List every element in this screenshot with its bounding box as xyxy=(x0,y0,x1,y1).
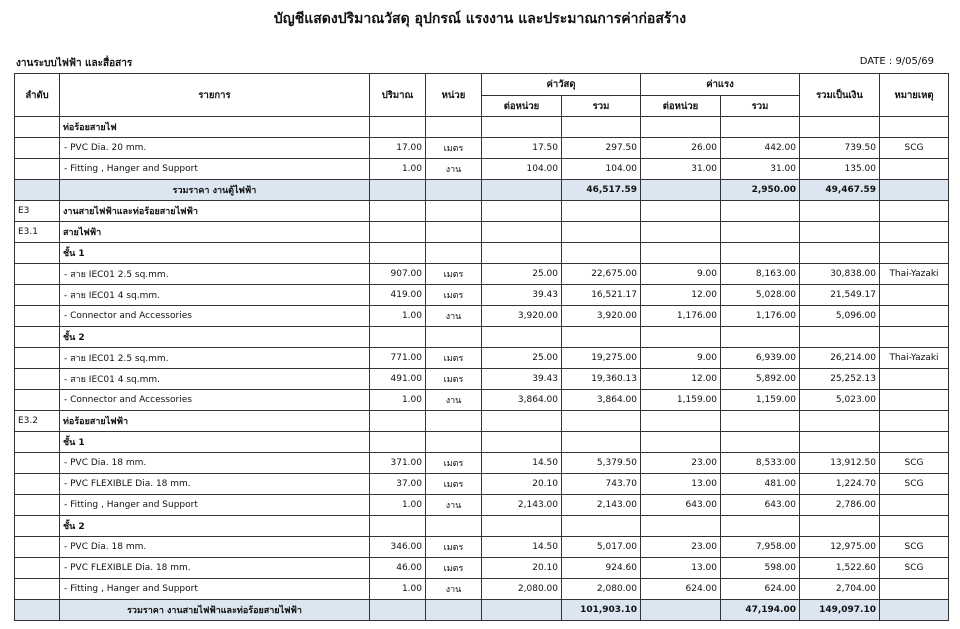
table-row xyxy=(15,348,949,369)
cell-remark xyxy=(880,285,949,306)
cell-labor-total: 8,533.00 xyxy=(721,453,800,474)
cell-description: - PVC Dia. 18 mm. xyxy=(60,537,370,558)
cell-labor-per-unit: 1,159.00 xyxy=(641,390,721,411)
cell-description: ชั้น 1 xyxy=(60,243,370,264)
cell-code xyxy=(15,537,60,558)
cell-remark xyxy=(880,306,949,327)
table-row xyxy=(15,117,949,138)
cell-material-per-unit: 104.00 xyxy=(482,159,562,180)
cell-remark: SCG xyxy=(880,537,949,558)
table-row xyxy=(15,516,949,537)
cell-remark: SCG xyxy=(880,138,949,159)
cell-grand-total: 2,786.00 xyxy=(800,495,880,516)
cell-labor-total: 598.00 xyxy=(721,558,800,579)
cell-unit: เมตร xyxy=(426,285,482,306)
cell-unit: งาน xyxy=(426,495,482,516)
cell-labor-per-unit: 23.00 xyxy=(641,537,721,558)
cell-quantity: 1.00 xyxy=(370,306,426,327)
cell-material-per-unit xyxy=(482,117,562,138)
section-subtitle: งานระบบไฟฟ้า และสื่อสาร xyxy=(16,58,133,69)
cell-labor-total: 442.00 xyxy=(721,138,800,159)
cell-quantity xyxy=(370,432,426,453)
cell-quantity xyxy=(370,243,426,264)
cell-labor-per-unit xyxy=(641,180,721,201)
cell-unit xyxy=(426,600,482,621)
cell-remark xyxy=(880,411,949,432)
table-row xyxy=(15,243,949,264)
cell-unit xyxy=(426,243,482,264)
header-material: ค่าวัสดุ xyxy=(482,74,641,96)
cell-material-per-unit: 3,864.00 xyxy=(482,390,562,411)
table-row xyxy=(15,138,949,159)
cell-labor-total xyxy=(721,432,800,453)
header-grand-total: รวมเป็นเงิน xyxy=(800,74,880,117)
cell-grand-total: 5,023.00 xyxy=(800,390,880,411)
cell-labor-per-unit: 13.00 xyxy=(641,474,721,495)
cell-quantity: 346.00 xyxy=(370,537,426,558)
cell-material-per-unit xyxy=(482,243,562,264)
cell-quantity: 1.00 xyxy=(370,495,426,516)
cell-unit: งาน xyxy=(426,579,482,600)
cell-material-per-unit xyxy=(482,600,562,621)
cell-unit xyxy=(426,432,482,453)
cell-labor-total: 7,958.00 xyxy=(721,537,800,558)
cell-labor-per-unit xyxy=(641,243,721,264)
cell-labor-per-unit: 26.00 xyxy=(641,138,721,159)
cell-quantity xyxy=(370,117,426,138)
cell-code xyxy=(15,348,60,369)
cell-remark xyxy=(880,369,949,390)
header-no: ลำดับ xyxy=(15,74,60,117)
cell-material-per-unit: 2,080.00 xyxy=(482,579,562,600)
cell-labor-total xyxy=(721,327,800,348)
cell-material-per-unit xyxy=(482,516,562,537)
cell-material-total xyxy=(562,432,641,453)
cell-material-total: 22,675.00 xyxy=(562,264,641,285)
cell-description: - สาย IEC01 2.5 sq.mm. xyxy=(60,264,370,285)
cell-description: สายไฟฟ้า xyxy=(60,222,370,243)
cell-code xyxy=(15,264,60,285)
cell-grand-total: 5,096.00 xyxy=(800,306,880,327)
cell-quantity: 46.00 xyxy=(370,558,426,579)
cell-remark xyxy=(880,243,949,264)
cell-unit: เมตร xyxy=(426,453,482,474)
cell-quantity xyxy=(370,411,426,432)
cell-description: - สาย IEC01 4 sq.mm. xyxy=(60,369,370,390)
cell-labor-total: 8,163.00 xyxy=(721,264,800,285)
cell-grand-total: 1,224.70 xyxy=(800,474,880,495)
cell-quantity xyxy=(370,180,426,201)
subtotal-row xyxy=(15,180,949,201)
cell-material-total: 3,920.00 xyxy=(562,306,641,327)
cell-material-per-unit xyxy=(482,432,562,453)
cell-remark: Thai-Yazaki xyxy=(880,264,949,285)
cell-material-total: 16,521.17 xyxy=(562,285,641,306)
cell-material-total: 2,080.00 xyxy=(562,579,641,600)
cell-description: - PVC FLEXIBLE Dia. 18 mm. xyxy=(60,474,370,495)
table-row xyxy=(15,390,949,411)
cell-grand-total: 13,912.50 xyxy=(800,453,880,474)
cell-material-per-unit xyxy=(482,411,562,432)
cell-code xyxy=(15,495,60,516)
cell-quantity xyxy=(370,600,426,621)
cell-grand-total xyxy=(800,201,880,222)
cell-labor-per-unit xyxy=(641,516,721,537)
cell-code xyxy=(15,432,60,453)
cell-labor-total xyxy=(721,243,800,264)
estimate-table xyxy=(14,73,949,621)
cell-material-total xyxy=(562,117,641,138)
cell-material-total xyxy=(562,327,641,348)
cell-code xyxy=(15,243,60,264)
cell-labor-per-unit: 12.00 xyxy=(641,285,721,306)
cell-labor-total: 624.00 xyxy=(721,579,800,600)
cell-material-total xyxy=(562,201,641,222)
cell-material-total: 104.00 xyxy=(562,159,641,180)
cell-labor-per-unit: 12.00 xyxy=(641,369,721,390)
cell-code xyxy=(15,180,60,201)
cell-remark xyxy=(880,201,949,222)
cell-grand-total: 26,214.00 xyxy=(800,348,880,369)
header-labor: ค่าแรง xyxy=(641,74,800,96)
cell-code xyxy=(15,516,60,537)
cell-unit: เมตร xyxy=(426,369,482,390)
cell-material-per-unit xyxy=(482,180,562,201)
cell-labor-per-unit xyxy=(641,222,721,243)
cell-material-total: 924.60 xyxy=(562,558,641,579)
cell-labor-per-unit xyxy=(641,432,721,453)
cell-code: E3.1 xyxy=(15,222,60,243)
header-material-per-unit: ต่อหน่วย xyxy=(482,96,562,117)
table-row xyxy=(15,432,949,453)
cell-quantity xyxy=(370,516,426,537)
cell-grand-total: 739.50 xyxy=(800,138,880,159)
cell-labor-total: 5,892.00 xyxy=(721,369,800,390)
cell-grand-total: 49,467.59 xyxy=(800,180,880,201)
cell-labor-per-unit: 23.00 xyxy=(641,453,721,474)
cell-grand-total xyxy=(800,243,880,264)
header-labor-total: รวม xyxy=(721,96,800,117)
cell-description: ชั้น 2 xyxy=(60,327,370,348)
cell-labor-total: 31.00 xyxy=(721,159,800,180)
cell-description: ท่อร้อยสายไฟ xyxy=(60,117,370,138)
page-title: บัญชีแสดงปริมาณวัสดุ อุปกรณ์ แรงงาน และประมาณการค่าก่อสร้าง xyxy=(273,11,687,27)
header-labor-per-unit: ต่อหน่วย xyxy=(641,96,721,117)
cell-code xyxy=(15,369,60,390)
cell-grand-total xyxy=(800,411,880,432)
cell-quantity: 491.00 xyxy=(370,369,426,390)
cell-material-per-unit: 25.00 xyxy=(482,264,562,285)
cell-material-total: 46,517.59 xyxy=(562,180,641,201)
cell-remark xyxy=(880,180,949,201)
table-row xyxy=(15,411,949,432)
cell-code xyxy=(15,600,60,621)
cell-remark xyxy=(880,579,949,600)
cell-material-total: 19,275.00 xyxy=(562,348,641,369)
cell-unit: เมตร xyxy=(426,264,482,285)
header-unit: หน่วย xyxy=(426,74,482,117)
cell-material-per-unit: 39.43 xyxy=(482,369,562,390)
cell-labor-per-unit xyxy=(641,201,721,222)
cell-remark: Thai-Yazaki xyxy=(880,348,949,369)
cell-labor-total xyxy=(721,516,800,537)
document-date: DATE : 9/05/69 xyxy=(859,56,934,67)
cell-grand-total: 30,838.00 xyxy=(800,264,880,285)
cell-material-total: 19,360.13 xyxy=(562,369,641,390)
cell-quantity xyxy=(370,327,426,348)
cell-remark xyxy=(880,327,949,348)
subtotal-row xyxy=(15,600,949,621)
cell-code xyxy=(15,390,60,411)
cell-description: - PVC FLEXIBLE Dia. 18 mm. xyxy=(60,558,370,579)
cell-code xyxy=(15,159,60,180)
cell-grand-total: 12,975.00 xyxy=(800,537,880,558)
cell-remark xyxy=(880,390,949,411)
cell-remark: SCG xyxy=(880,558,949,579)
cell-description: - Fitting , Hanger and Support xyxy=(60,579,370,600)
cell-remark xyxy=(880,117,949,138)
cell-remark xyxy=(880,432,949,453)
cell-unit: งาน xyxy=(426,390,482,411)
cell-code: E3.2 xyxy=(15,411,60,432)
table-row xyxy=(15,264,949,285)
cell-material-per-unit: 20.10 xyxy=(482,474,562,495)
cell-material-total: 2,143.00 xyxy=(562,495,641,516)
cell-labor-per-unit: 31.00 xyxy=(641,159,721,180)
table-row xyxy=(15,579,949,600)
cell-material-total xyxy=(562,243,641,264)
cell-material-total: 297.50 xyxy=(562,138,641,159)
cell-labor-per-unit xyxy=(641,117,721,138)
cell-code xyxy=(15,579,60,600)
cell-quantity: 771.00 xyxy=(370,348,426,369)
cell-quantity: 1.00 xyxy=(370,579,426,600)
cell-labor-per-unit: 9.00 xyxy=(641,348,721,369)
cell-description: - Fitting , Hanger and Support xyxy=(60,495,370,516)
cell-grand-total: 1,522.60 xyxy=(800,558,880,579)
cell-unit xyxy=(426,201,482,222)
cell-labor-total xyxy=(721,201,800,222)
table-row xyxy=(15,495,949,516)
cell-unit xyxy=(426,117,482,138)
cell-code xyxy=(15,138,60,159)
cell-quantity: 1.00 xyxy=(370,159,426,180)
cell-material-per-unit: 20.10 xyxy=(482,558,562,579)
cell-material-total: 3,864.00 xyxy=(562,390,641,411)
cell-quantity: 419.00 xyxy=(370,285,426,306)
cell-labor-total: 47,194.00 xyxy=(721,600,800,621)
cell-unit xyxy=(426,327,482,348)
cell-labor-total xyxy=(721,411,800,432)
cell-grand-total: 135.00 xyxy=(800,159,880,180)
cell-code xyxy=(15,558,60,579)
cell-quantity xyxy=(370,222,426,243)
cell-quantity xyxy=(370,201,426,222)
cell-material-per-unit: 39.43 xyxy=(482,285,562,306)
cell-remark: SCG xyxy=(880,474,949,495)
cell-description: - สาย IEC01 2.5 sq.mm. xyxy=(60,348,370,369)
table-row xyxy=(15,222,949,243)
cell-labor-total: 1,159.00 xyxy=(721,390,800,411)
cell-labor-per-unit: 9.00 xyxy=(641,264,721,285)
cell-material-per-unit xyxy=(482,201,562,222)
cell-material-total xyxy=(562,222,641,243)
cell-labor-total xyxy=(721,222,800,243)
cell-material-per-unit: 25.00 xyxy=(482,348,562,369)
cell-description: - Connector and Accessories xyxy=(60,306,370,327)
cell-labor-per-unit: 13.00 xyxy=(641,558,721,579)
cell-material-per-unit xyxy=(482,222,562,243)
cell-material-total: 743.70 xyxy=(562,474,641,495)
cell-remark xyxy=(880,600,949,621)
cell-quantity: 371.00 xyxy=(370,453,426,474)
cell-grand-total xyxy=(800,327,880,348)
cell-labor-per-unit: 624.00 xyxy=(641,579,721,600)
header-remark: หมายเหตุ xyxy=(880,74,949,117)
cell-grand-total: 149,097.10 xyxy=(800,600,880,621)
cell-description: ชั้น 2 xyxy=(60,516,370,537)
cell-material-total: 5,379.50 xyxy=(562,453,641,474)
cell-material-total: 5,017.00 xyxy=(562,537,641,558)
cell-quantity: 17.00 xyxy=(370,138,426,159)
cell-material-total xyxy=(562,516,641,537)
cell-description: รวมราคา งานสายไฟฟ้าและท่อร้อยสายไฟฟ้า xyxy=(60,600,370,621)
cell-description: รวมราคา งานตู้ไฟฟ้า xyxy=(60,180,370,201)
table-row xyxy=(15,306,949,327)
cell-grand-total xyxy=(800,222,880,243)
cell-code xyxy=(15,117,60,138)
cell-code xyxy=(15,306,60,327)
cell-unit xyxy=(426,411,482,432)
table-row xyxy=(15,159,949,180)
table-row xyxy=(15,453,949,474)
cell-labor-total: 481.00 xyxy=(721,474,800,495)
cell-material-per-unit: 14.50 xyxy=(482,537,562,558)
cell-unit: งาน xyxy=(426,306,482,327)
cell-unit: เมตร xyxy=(426,348,482,369)
cell-grand-total: 2,704.00 xyxy=(800,579,880,600)
cell-unit: เมตร xyxy=(426,138,482,159)
cell-material-total: 101,903.10 xyxy=(562,600,641,621)
cell-quantity: 37.00 xyxy=(370,474,426,495)
header-qty: ปริมาณ xyxy=(370,74,426,117)
cell-material-per-unit: 14.50 xyxy=(482,453,562,474)
cell-remark xyxy=(880,159,949,180)
cell-grand-total xyxy=(800,117,880,138)
cell-unit xyxy=(426,180,482,201)
estimate-table-body xyxy=(15,117,949,621)
cell-material-per-unit xyxy=(482,327,562,348)
cell-remark: SCG xyxy=(880,453,949,474)
cell-labor-total: 6,939.00 xyxy=(721,348,800,369)
cell-labor-per-unit xyxy=(641,411,721,432)
cell-labor-per-unit: 643.00 xyxy=(641,495,721,516)
cell-quantity: 1.00 xyxy=(370,390,426,411)
header-item: รายการ xyxy=(60,74,370,117)
cell-code xyxy=(15,285,60,306)
cell-unit: งาน xyxy=(426,159,482,180)
cell-remark xyxy=(880,516,949,537)
cell-unit: เมตร xyxy=(426,537,482,558)
cell-remark xyxy=(880,495,949,516)
cell-description: ชั้น 1 xyxy=(60,432,370,453)
cell-code xyxy=(15,474,60,495)
cell-unit: เมตร xyxy=(426,558,482,579)
table-row xyxy=(15,369,949,390)
table-row xyxy=(15,327,949,348)
cell-quantity: 907.00 xyxy=(370,264,426,285)
header-material-total: รวม xyxy=(562,96,641,117)
cell-material-total xyxy=(562,411,641,432)
cell-unit: เมตร xyxy=(426,474,482,495)
cell-grand-total: 21,549.17 xyxy=(800,285,880,306)
cell-description: - PVC Dia. 18 mm. xyxy=(60,453,370,474)
cell-labor-total: 2,950.00 xyxy=(721,180,800,201)
cell-remark xyxy=(880,222,949,243)
cell-grand-total xyxy=(800,516,880,537)
cell-labor-total: 5,028.00 xyxy=(721,285,800,306)
cell-labor-per-unit: 1,176.00 xyxy=(641,306,721,327)
cell-grand-total xyxy=(800,432,880,453)
cell-description: ท่อร้อยสายไฟฟ้า xyxy=(60,411,370,432)
cell-labor-per-unit xyxy=(641,327,721,348)
cell-material-per-unit: 3,920.00 xyxy=(482,306,562,327)
cell-labor-total: 1,176.00 xyxy=(721,306,800,327)
cell-code: E3 xyxy=(15,201,60,222)
table-row xyxy=(15,558,949,579)
cell-code xyxy=(15,327,60,348)
table-row xyxy=(15,537,949,558)
table-row xyxy=(15,474,949,495)
cell-code xyxy=(15,453,60,474)
cell-description: งานสายไฟฟ้าและท่อร้อยสายไฟฟ้า xyxy=(60,201,370,222)
cell-description: - สาย IEC01 4 sq.mm. xyxy=(60,285,370,306)
cell-description: - Fitting , Hanger and Support xyxy=(60,159,370,180)
cell-grand-total: 25,252.13 xyxy=(800,369,880,390)
table-row xyxy=(15,285,949,306)
table-row xyxy=(15,201,949,222)
cell-unit xyxy=(426,222,482,243)
cell-description: - PVC Dia. 20 mm. xyxy=(60,138,370,159)
cell-description: - Connector and Accessories xyxy=(60,390,370,411)
cell-labor-total: 643.00 xyxy=(721,495,800,516)
cell-material-per-unit: 2,143.00 xyxy=(482,495,562,516)
cell-labor-per-unit xyxy=(641,600,721,621)
cell-labor-total xyxy=(721,117,800,138)
cell-unit xyxy=(426,516,482,537)
cell-material-per-unit: 17.50 xyxy=(482,138,562,159)
